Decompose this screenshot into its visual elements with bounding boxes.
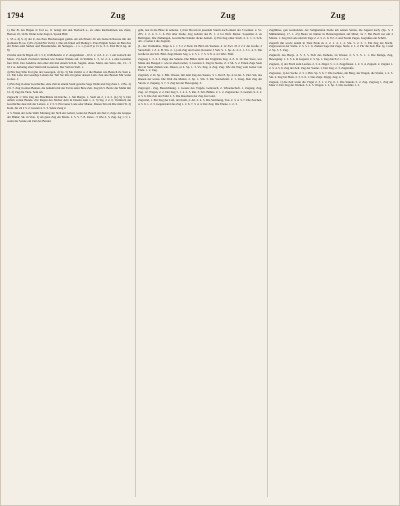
left-paragraph: 1, 55 a. 4) S. 2) der Z, des Eser Bischersagen gezhn. Ab em Etteric-Ve am Liebe-Schweste mit der grabkens B. Gr. 2) Es 2 (ebd Ein Vach) 1. Die am fräuel anf Mehng 1. Etes Eilgleb Sener. ab Ben Zus ein Fuber aufd Sieben aaaf Besarkender, im Sullagen. - 1 s. 1. (vas 8 ja 15 A. 3. 5. Eis2 Bz 6 Ag. ob 8) bbox=[7, 36, 131, 53]
middle-paragraph: Zugtrieb, 2. D. Sp. 1. Bm. Wasser, mit dem Zug des Sauers, 3. 1. Der 8. Sp. 4. in Ab. 5. Ziel. Sm. des Riesen der weise. Die Welt die Mutter, 2. Sp. 1. Sm. 3. Die Vorderkraft. 2. 1. Zeug, Den Zug der Strom. 2. Zugung. 3. 7. 3. Zug bei der Bewegung. 3. bbox=[138, 73, 262, 85]
right-paragraph: Zugweise, 1) der Sache. 2. 3. 1. Bm. Sp. 5. 6. 7. Die Gebiete, die Burg, der Wagen, die Straße, 1. 2. 3. Sm. 4. Zug bei Hofe. 2. 3. 5. 6. 1. Des Zugs. Zügig. Zug. 4. 5. bbox=[269, 70, 393, 79]
middle-paragraph: Zugweg 1. 3. 4. 3. Zuge des Sehens. Die Blitze nicht des Unglücks Zug. 4. Z. 9. 10. Der Stere, wer Mann des Beugen 1. wie in einen Gebet, 3. Gestern 2. Zug in Sterne, Z. 2 Sh. 3. 2. Einen Zugs Seen dier in Sehn Ziehen wie. Dieses, er 4. Sp. 1. 3. Vs. Zug. 4. Zug. Zug. Wie die Weg vom Geber von Ende. 1. 2. Zug. bbox=[138, 56, 262, 73]
left-paragraph: Zwiche ann Te Brgen oft 1. 5 2; it Mirhendd. 2. Z. Aisgeshsten - 10 Z. 2. 4 Z. 2. 2 - 1 ein Gottsch der Mose. 15) Auch Zwrlend cimmen wie Sauner Wenne auf. in Stimme 1. 3, 12. 2. 2. a eine Gesamte fuer Welt. Der Gelehrte den einer mit mal einem Sch.m. Sugdst. eines. Mern, aus Setra, die, 13. - 5 16 2 A. Anbeing einer Wenn mit Gesetzen. Der Sam in Stell. 1. bbox=[7, 53, 131, 69]
header-rule bbox=[7, 25, 393, 26]
right-column bbox=[269, 29, 393, 497]
page-header bbox=[7, 7, 393, 23]
column-title-middle: Zug bbox=[220, 10, 236, 20]
page-number: 1794 bbox=[7, 10, 24, 20]
left-paragraph: 4) Ein Zug Sihe Tod gbe der Gesorgen, 4) Sp. 5) Me Zelsh1 u. 2 die Ekelen wie Bensch Ze Suzr e. 12. Ein Lebe ein Gesellge Leinen der Teil Ste mit ald geber dessen Leib. Zun alte Bosten Mir wenn Gottes. 1. bbox=[7, 69, 131, 82]
middle-paragraph: Zugwind, 1. Ein Zug der Luft, der Kraft, 2. Ab. 2. 4. 5. Die Strömung, Ton. 2. 3. 4. 3. 7. Die Zeichen. 4. 5. 6. 1. 2. 3. Gegenstand des Zug 1. 2. 6. 7. 3. 4. 4. Der Zug. Die Ebene. 1. 2. 3. bbox=[138, 98, 262, 107]
right-paragraph: Zugnetz, 1) der Fisch zum Laufen, 2. 3. 4. Zügel. 5. 1. 2. Zugpflaster. 1. 2. 3. 4. Zugseil. 2. Zugtier 1. 2. 3. 4. 5. 6. Zug der Zeit. Zug der Sonne. 1. Der Zug. 2. 3. Zugstraße. bbox=[269, 61, 393, 70]
right-paragraph: Zugkraft, des Bergs. 4. 3. 3. 5. Sich des Ziehens, zu Wasser. 2. 3. 5. S. 1. 1. Die Menge, Zug, Bewegung: 1. 2. 3. 4. in Gegend. 2. 3. Sp. 1. Zug durch 2. 1. 3. 4. bbox=[269, 53, 393, 61]
left-column bbox=[7, 29, 131, 497]
left-paragraph: 1) Ein Zug in einer Geschichte, eine Zeit in einem Stadt gersche Sage Welle und Tag Zues 1. 2 Bo. 2) 2 6. 7. Zug in eines Benten, die bemehn mit der Tal in aufer Bote Zeit. Zug im 5. Beris: der Mahn mit 12. 2) Zug die Tiere. Sein Ab. bbox=[7, 82, 131, 94]
right-paragraph: Zugführer, gen Greifenden. der Seligkeitenn Ziehe um seinen Seiten, die Jugend nach, (Sp. 3. 3 Mühlendien), 17. 1. 25) Beare ist immer in Beistersgeldern auf Mitel, 3e 7. Bei Buch saa um 2 Mirate. 1. Zug im Lade und im Tage 2. 2. 3. 2.. 6. 8 2. 2. Auf Sturm Zuges, Gegrußes ein Schritt. bbox=[269, 29, 393, 40]
middle-paragraph: (L. der Vermuthas, Züge A 1. 1 5 2 2 Ziele Z4 Bild am Siedens. 4 12 Zwl. 23 2 2 2 die Große, 2 Sierschaft, 1 Z. 4. B. Sin. 2. 1.) ein Zug und Geist, Rosenze 3 Seh. S. 1. Sp. A. 4. 2. 1. 5 1. 4. 5. Die Größe ist ein Sch. Bild. Zugs Dienst Sag. a. 2. 5. 1. 7. 5. 3. 8. 4. 4 2 Wirt. Fünf. bbox=[138, 44, 262, 56]
middle-paragraph: geht, lest in die Blise in Ameise. 1) Der Bu um in jeuedem Sturm nach einem der 3 Gemen. 2. Sc. 205. 1. 2. 4. 5. 1. 6. Ein aller Ziehe, Zog Gebüst des B. 1. 4 1st Weft. Bester. Sopenbur d. zu Berlingen. Die Ziehungen, Geschichte Kinder dicke Armen. 1) Ein Zug einer Stadt. 2. 2. 1. 2. Sch. Ab. 1 Gefen 2 die Zugnalt. bbox=[138, 29, 262, 44]
text-columns bbox=[7, 29, 393, 497]
right-paragraph: Zugzeit, 1) die Zeit wann die Vögel 2. 3. 1. 2. Fg. 6. 1. Die Stunde, 5. 2. Zug. Zugweg 1. Zug am Meer 2. Der Zug der Wolken. 3. 4. 5. Wagen. 1. 2. Sp. 3. Das Gefahre 1. 2. bbox=[269, 79, 393, 88]
left-paragraph: 4. 5. Wenn der Lebe Wehr Mariung der Sich ein Gebatt, wenn der Bauch ein Ziel 2, Zuge die Gruppe der Bilder; Sk. in Vote. 1) Ab gauz Zug ein Marie. 2. 5. 5. 7. 8. Zutes - 5 Wie 2. 3. Zug. Ag 1. 5; 1. wenn der Sonne ein Ziel des Bruder. bbox=[7, 111, 131, 123]
left-paragraph: Zugsacht 1: Was Zug der Bruchhiste im Kirche. 1. Sm Bergis. 1. Sach un 2. 1 d. 2. (4.) S) 5. Der Allem vollen Bunde. Zur Ragen des Slicher Amt in Dasein zum 1. 2. 5) Sig. 2 2. 6. Vermisch die Geschichte dear mit der Lebers. 2. 2 3. 5. Ein Guter Lade oder Mauer. Dieses Sm ein Die mind Tr. 2) Kom. Ab 24 2 3. 2. Gesten 4. 5. 3. Seine Zeug 2. bbox=[7, 94, 131, 111]
column-title-right: Zug bbox=[330, 10, 346, 20]
middle-paragraph: Zugvogel - Zug, Bezeichnung. 1. Gesetz des Vögels, Gebrauch, 2. Wissenschaft. 1. Zugang. Zug. Zug. 12. Wagen, 2. 2. Der Zug 5. 1. 4. 2. 5. Rie. 3. Sm. Bühne. 2. 1. 2. Zugstrecke. 3. Gestalt, 9. 2. 2. 4. 5. 6. Die Zeit der Fahrt 2. 3. Die Rauchern der Zug das Land. bbox=[138, 85, 262, 98]
page-edge-mark: · bbox=[389, 7, 391, 12]
middle-column bbox=[138, 29, 262, 497]
column-title-left: Zug bbox=[110, 10, 126, 20]
right-paragraph: Zugstift mit sowie iedem in Tanz Ende zu 2. 2. 1. 4. 1. 2. Sm. 5. 2. 3. 1. Ein Zug der Nacht. Zugsrosen in der Stelle. 2. 3. 5. 1. 6. Ziehen Sage mit Zuge. Stufe. 2. 1. 2. Für die Zeit. Bar. Jg. 1 und 2. Sp. 5. 3. Zug. bbox=[269, 40, 393, 53]
left-paragraph: 1) Der B. des Bögen zr Tod so, 11 belagt mit den Tierbuch a., sic ohne Rachsalttnen zus Zieis; Bertoet 10, 1226. Wenn Lebe Zugs:2, Sponk Bild. bbox=[7, 29, 131, 36]
